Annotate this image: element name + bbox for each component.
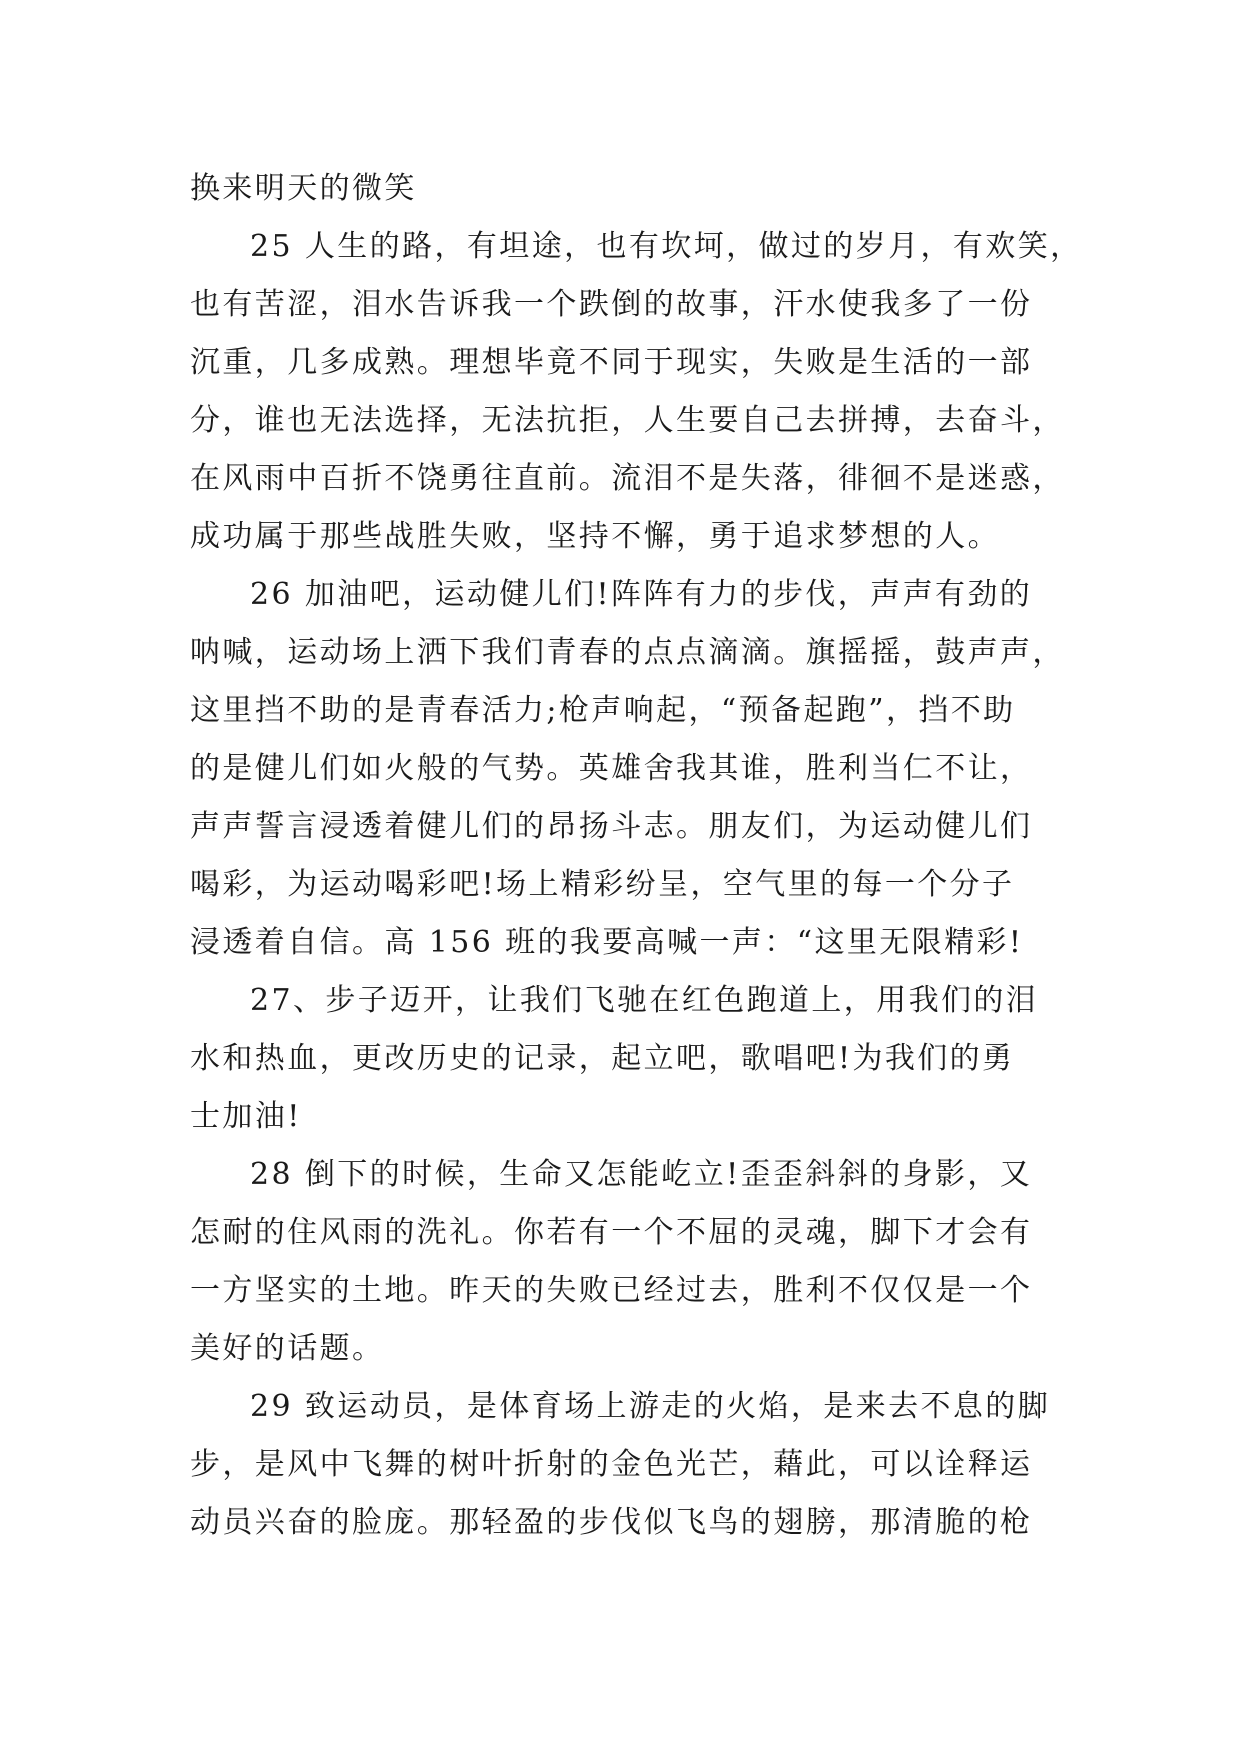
- paragraph-25: [190, 218, 1083, 566]
- text-line: 步，是风中飞舞的树叶折射的金色光芒，藉此，可以诠释运: [190, 1447, 1033, 1482]
- text-line: 26 加油吧，运动健儿们!阵阵有力的步伐，声声有劲的: [250, 577, 1033, 612]
- text-line: 这里挡不助的是青春活力;枪声响起，“预备起跑”，挡不助: [190, 693, 1016, 728]
- text-line: 动员兴奋的脸庞。那轻盈的步伐似飞鸟的翅膀，那清脆的枪: [190, 1505, 1033, 1540]
- text-line: 27、步子迈开，让我们飞驰在红色跑道上，用我们的泪: [250, 983, 1039, 1018]
- text-line: 分，谁也无法选择，无法抗拒，人生要自己去拼搏，去奋斗，: [190, 403, 1065, 438]
- text-line: 水和热血，更改历史的记录，起立吧，歌唱吧!为我们的勇: [190, 1041, 1015, 1076]
- text-line: 声声誓言浸透着健儿们的昂扬斗志。朋友们，为运动健儿们: [190, 809, 1033, 844]
- text-line: 美好的话题。: [190, 1331, 385, 1366]
- text-line: 29 致运动员，是体育场上游走的火焰，是来去不息的脚: [250, 1389, 1051, 1424]
- text-line: 在风雨中百折不饶勇往直前。流泪不是失落，徘徊不是迷惑，: [190, 461, 1065, 496]
- text-line: 换来明天的微笑: [190, 171, 417, 206]
- paragraph-27: [190, 972, 1050, 1146]
- text-line: 呐喊，运动场上洒下我们青春的点点滴滴。旗摇摇，鼓声声，: [190, 635, 1065, 670]
- text-line: 也有苦涩，泪水告诉我一个跌倒的故事，汗水使我多了一份: [190, 287, 1033, 322]
- paragraph-continuation: [190, 160, 1050, 218]
- paragraph-29: [190, 1378, 1050, 1552]
- text-line: 25 人生的路，有坦途，也有坎坷，做过的岁月，有欢笑，: [250, 229, 1083, 264]
- text-line: 一方坚实的土地。昨天的失败已经过去，胜利不仅仅是一个: [190, 1273, 1033, 1308]
- text-line: 28 倒下的时候，生命又怎能屹立!歪歪斜斜的身影，又: [250, 1157, 1033, 1192]
- text-line: 士加油!: [190, 1099, 302, 1134]
- document-body: [190, 160, 1083, 1552]
- text-line: 浸透着自信。高 156 班的我要高喊一声：“这里无限精彩!: [190, 925, 1024, 960]
- paragraph-28: [190, 1146, 1050, 1378]
- text-line: 怎耐的住风雨的洗礼。你若有一个不屈的灵魂，脚下才会有: [190, 1215, 1033, 1250]
- text-line: 成功属于那些战胜失败，坚持不懈，勇于追求梦想的人。: [190, 519, 1000, 554]
- text-line: 喝彩，为运动喝彩吧!场上精彩纷呈，空气里的每一个分子: [190, 867, 1015, 902]
- text-line: 沉重，几多成熟。理想毕竟不同于现实，失败是生活的一部: [190, 345, 1033, 380]
- text-line: 的是健儿们如火般的气势。英雄舍我其谁，胜利当仁不让，: [190, 751, 1033, 786]
- paragraph-26: [190, 566, 1065, 972]
